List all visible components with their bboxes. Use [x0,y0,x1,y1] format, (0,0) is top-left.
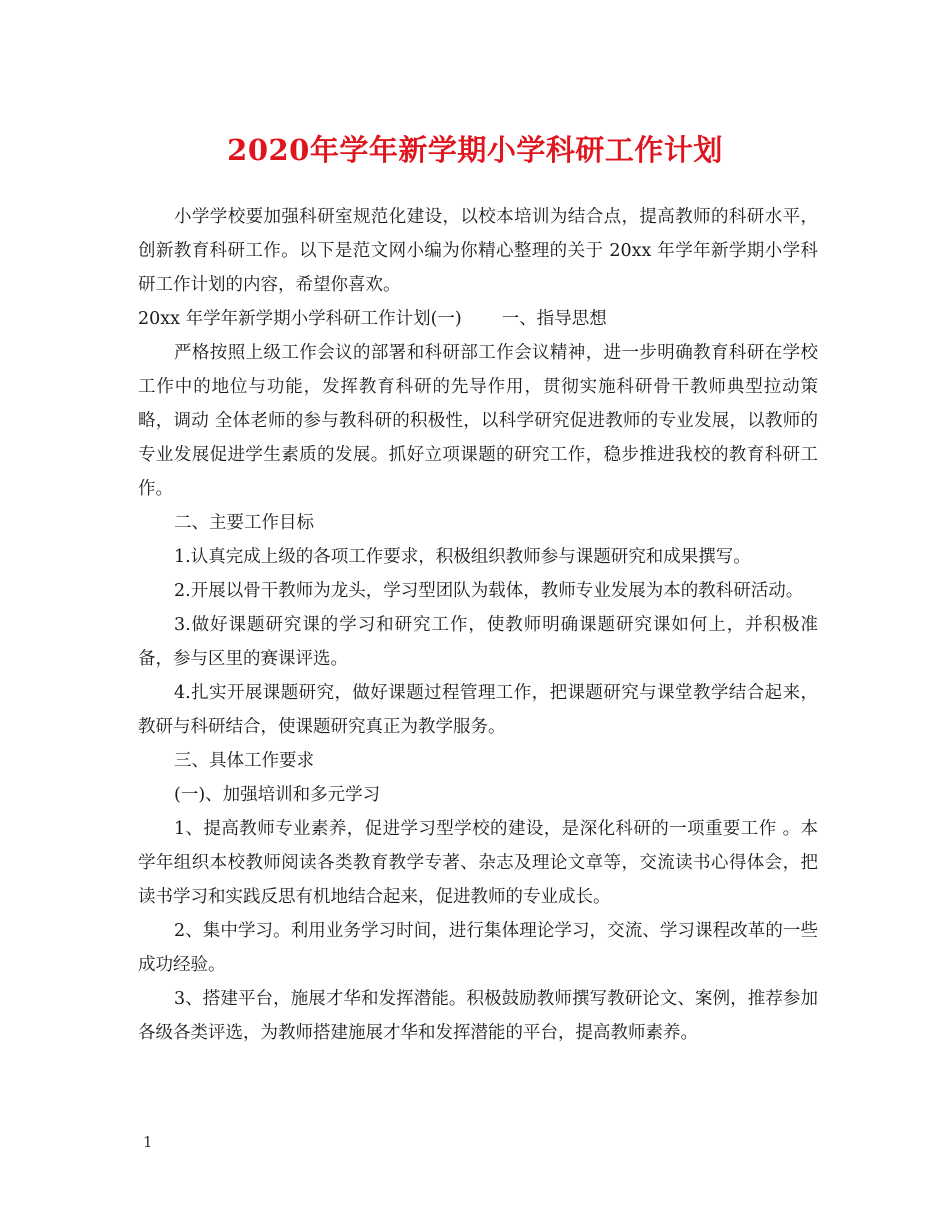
goal-item: 2.开展以骨干教师为龙头，学习型团队为载体，教师专业发展为本的教科研活动。 [174,581,804,601]
requirement-item: 2、集中学习。利用业务学习时间，进行集体理论学习，交流、学习课程改革的一些成功经验。 [138,921,818,975]
goal-item: 4.扎实开展课题研究，做好课题过程管理工作，把课题研究与课堂教学结合起来，教研与科研结合，使课题研究真正为教学服务。 [138,683,818,737]
section1-heading: 一、指导思想 [501,309,607,329]
section3-heading: 三、具体工作要求 [174,751,314,771]
intro-paragraph: 小学学校要加强科研室规范化建设，以校本培训为结合点，提高教师的科研水平，创新教育科研工作。以下是范文网小编为你精心整理的关于 20xx 年学年新学期小学科研工作计划的内容，希望你喜欢。 [138,207,818,295]
sub-heading: 20xx 年学年新学期小学科研工作计划(一) [138,309,462,329]
page-number: 1 [143,1133,153,1151]
sub-heading-line [138,302,818,336]
requirement-item: 1、提高教师专业素养，促进学习型学校的建设，是深化科研的一项重要工作 。本学年组织本校教师阅读各类教育教学专著、杂志及理论文章等，交流读书心得体会，把读书学习和实践反思有机地结合起来，促进教师的专业成长。 [138,819,818,907]
subsection1-heading: (一)、加强培训和多元学习 [174,785,381,805]
document-title: 2020年学年新学期小学科研工作计划 [227,133,723,167]
goal-item: 3.做好课题研究课的学习和研究工作，使教师明确课题研究课如何上，并积极准备，参与区里的赛课评选。 [138,615,818,669]
section1-paragraph: 严格按照上级工作会议的部署和科研部工作会议精神，进一步明确教育科研在学校工作中的地位与功能，发挥教育科研的先导作用，贯彻实施科研骨干教师典型拉动策略，调动 全体老师的参与教科研的积极性，以科学研究促进教师的专业发展，以教师的专业发展促进学生素质的发展。抓好立项课题的研究工作，稳步推进我校的教育科研工作。 [138,343,818,499]
document-body [138,200,818,1050]
goal-item: 1.认真完成上级的各项工作要求，积极组织教师参与课题研究和成果撰写。 [174,547,751,567]
requirement-item: 3、搭建平台，施展才华和发挥潜能。积极鼓励教师撰写教研论文、案例，推荐参加各级各类评选，为教师搭建施展才华和发挥潜能的平台，提高教师素养。 [138,989,818,1043]
section2-heading: 二、主要工作目标 [174,513,314,533]
